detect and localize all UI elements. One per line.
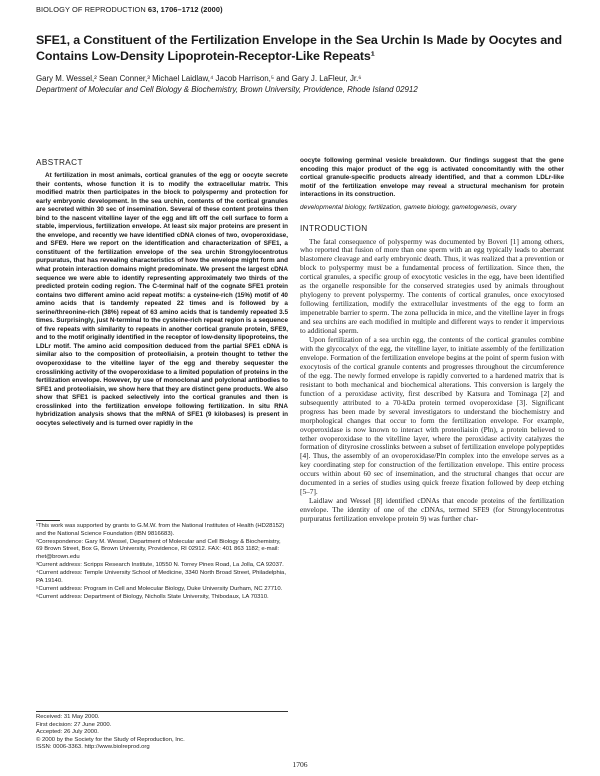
introduction-paragraph: The fatal consequence of polyspermy was documented by Boveri [1] among others, who reported that fusion of more than one sperm with an egg typically leads to aberrant blastomere cleavage and early embryonic death. Thus, it was realized that a prevention or block to polyspermy must be a fundamental process of fertilization. Since then, the cortical granules, a specific group of exocytotic vesicles in the egg, have been identified as the organelle responsible for the conserved strategies used by animals throughout phylogeny to prevent polyspermy. The contents of cortical granules, once exocytosed following fertilization, modify the extracellular investments of the egg to form an impenetrable barrier to sperm. The zona pellucida in mice, and the vitelline layer in frogs and sea urchins are each modified in multiple and different ways to render it impervious to additional sperm.: [300, 236, 564, 336]
received-line: © 2000 by the Society for the Study of Reproduction, Inc.: [36, 736, 185, 743]
received-line: Accepted: 26 July 2000.: [36, 729, 99, 736]
abstract-continuation: oocyte following germinal vesicle breakdown. Our findings suggest that the gene encoding this major product of the egg is activated concomitantly with the other cortical granule-specific products already identified, and that a common LDLr-like motif of the fertilization envelope may reveal a structural mechanism for protein interactions in its construction.: [300, 157, 564, 199]
right-column: [300, 157, 564, 524]
footnote: ³Current address: Scripps Research Institute, 10550 N. Torrey Pines Road, La Jolla, CA 92037.: [36, 561, 284, 568]
received-dates: [36, 714, 288, 752]
introduction-paragraph: Upon fertilization of a sea urchin egg, the contents of the cortical granules combine with the glycocalyx of the egg, the vitelline layer, to initiate assembly of the fertilization envelope. Formation of the fertilization envelope begins at the point of sperm fusion with exocytosis of the cortical granule contents and progresses throughout the circumference of the egg. The newly formed envelope is rapidly converted to a hardened matrix that is resistant to both mechanical and biochemical alterations. This conversion is largely the function of a peroxidase activity, first described by Katsura and Tominaga [2] and subsequently attributed to a 70-kDa protein termed ovoperoxidase [3]. Significant progress has been made by several investigators to understand the biochemistry and morphological changes that occur to form the fertilization envelope. For example, ovoperoxidase is now known to interact with proteoliaisin (Pln), a protein believed to tether ovoperoxidase to the vitelline layer, where the peroxidase activity catalyzes the formation of dityrosine crosslinks between a subset of fertilization envelope polypeptides [4]. Thus, the assembly of an ovoperoxidase/Pln complex into the envelope serves as a key coordinating step for construction of the fertilization envelope. This entire process occurs within about 60 sec of insemination, and the structural changes that occur are documented in a series of studies using quick freeze fixation followed by deep etching [5–7].: [300, 335, 564, 497]
journal-header: [36, 5, 223, 14]
footnote: ¹This work was supported by grants to G.M.W. from the National Institutes of Health (HD28152) and the National Science Foundation (IBN 9816683).: [36, 523, 285, 537]
journal-name: BIOLOGY OF REPRODUCTION: [36, 5, 146, 14]
page-number: 1706: [292, 760, 308, 769]
keywords: developmental biology, fertilization, gamete biology, gametogenesis, ovary: [300, 203, 517, 211]
author-list: Gary M. Wessel,² Sean Conner,³ Michael Laidlaw,⁴ Jacob Harrison,⁵ and Gary J. LaFleur, Jr.⁶: [36, 74, 362, 83]
received-line: ISSN: 0006-3363. http://www.biolreprod.org: [36, 744, 150, 751]
footnotes: [36, 523, 288, 602]
introduction-paragraph: Laidlaw and Wessel [8] identified cDNAs that encode proteins of the fertilization envelope. The identity of one of the cDNAs, termed SFE9 (for Strongylocentrotus purpuratus fertilization envelope protein 9) was further char-: [300, 496, 564, 524]
introduction-heading: INTRODUCTION: [300, 223, 368, 233]
author-affiliation: Department of Molecular and Cell Biology & Biochemistry, Brown University, Providence, Rhode Island 02912: [36, 85, 418, 94]
footnote: ⁵Current address: Program in Cell and Molecular Biology, Duke University Durham, NC 27710.: [36, 585, 283, 592]
received-divider: [36, 711, 288, 712]
footnote: ⁴Current address: Temple University School of Medicine, 3340 North Broad Street, Philadelphia, PA 19140.: [36, 570, 286, 584]
abstract-heading: ABSTRACT: [36, 158, 83, 167]
left-column: [36, 157, 288, 428]
footnote-divider: [36, 520, 60, 521]
footnote: ⁶Current address: Department of Biology, Nicholls State University, Thibodaux, LA 70310.: [36, 593, 269, 600]
abstract-text: At fertilization in most animals, cortical granules of the egg or oocyte secrete their contents, whose function it is to modify the extracellular matrix. This modified matrix then participates in the block to polyspermy and protection for early embryonic development. In the sea urchin, contents of the cortical granules are secreted within 30 sec of insemination. Several of these content proteins then bind to the nascent vitelline layer of the egg and lift off the cell surface to form a stable, impervious, fertilization envelope. At least six major proteins are present in the envelope, and recently we have identified cDNA clones of two, ovoperoxidase, and SFE9. Here we report on the identification and characterization of SFE1, a constituent of the fertilization envelope of the sea urchin Strongylocentrotus purpuratus, that has revealing characteristics of how the envelope might form and what protein interaction domains might predominate. We present the largest cDNA sequence we were able to identify representing approximately two thirds of the predicted protein coding region. The C-terminal half of the cognate SFE1 protein contains two different amino acid repeat motifs: a cysteine-rich (15%) motif of 40 amino acids that is tandemly repeated 22 times and is followed by a serine/threonine-rich (38%) repeat of 63 amino acids that is tandemly repeated 3.5 times. Surprisingly, just N-terminal to the cysteine-rich repeat region is a sequence of five repeats with similarity to repeats in another cortical granule protein, SFE9, and to the motif originally identified in the receptor of low-density lipoproteins, the LDLr motif. The amino acid composition deduced from the partial SFE1 cDNA is similar also to the composition of proteoliaisin, a protein thought to tether the ovoperoxidase to the vitelline layer of the egg and thereby sequester the crosslinking activity of the ovoperoxidase to a limited population of proteins in the fertilization envelope. However, by use of monoclonal and polyclonal antibodies to SFE1 and proteoliaisin, we show here that they are distinct gene products. We also show that SFE1 is packed selectively into the cortical granules and then is crosslinked into the fertilization envelope following fertilization. In situ RNA hybridization analysis shows that the mRNA of SFE1 (9 kilobases) is present in oocytes selectively and is turned over rapidly in the: [36, 172, 289, 427]
journal-volume-pages: 63, 1706–1712 (2000): [147, 5, 223, 14]
received-line: Received: 31 May 2000.: [36, 714, 100, 720]
article-title: SFE1, a Constituent of the Fertilization Envelope in the Sea Urchin Is Made by Oocytes and Contains Low-Density Lipoprotein-Receptor-Like Repeats¹: [36, 33, 562, 63]
received-line: First decision: 27 June 2000.: [36, 721, 112, 728]
title-block: [36, 32, 576, 95]
footnote: ²Correspondence: Gary M. Wessel, Department of Molecular and Cell Biology & Biochemistry, 69 Brown Street, Box G, Brown University, Providence, RI 02912. FAX: 401 863 1182; e-mail: rhet@brown.edu: [36, 538, 281, 560]
